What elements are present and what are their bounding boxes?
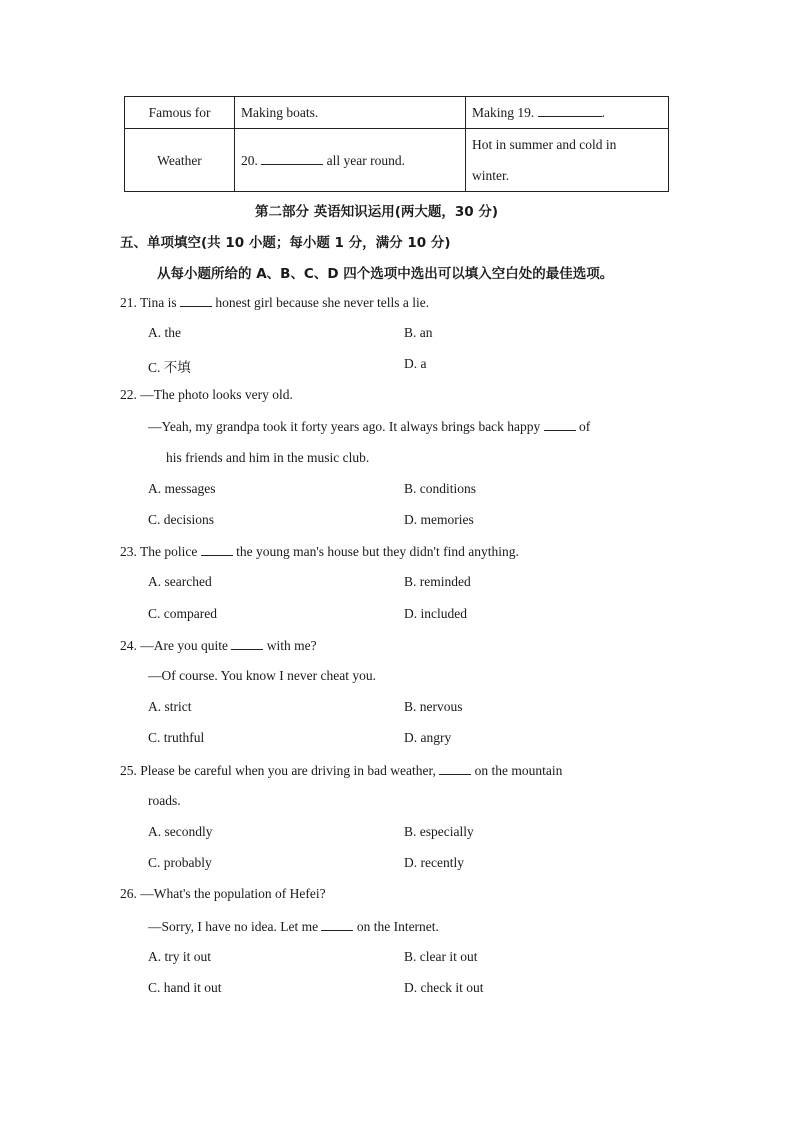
answer-blank: [201, 543, 233, 556]
option-a: A. secondly: [148, 824, 213, 839]
table-cell: [466, 97, 669, 129]
option-b: B. clear it out: [404, 949, 478, 964]
option-b: B. conditions: [404, 481, 477, 496]
table-cell: Famous for: [125, 97, 235, 129]
question-stem: [120, 543, 519, 560]
stem-text: with me?: [266, 638, 317, 653]
answer-blank: [544, 418, 576, 431]
option-d: D. memories: [404, 512, 474, 527]
stem-text: on the Internet.: [356, 919, 439, 934]
option-b: B. an: [404, 325, 433, 340]
stem-text: honest girl because she never tells a lie.: [215, 295, 430, 310]
cell-text: .: [601, 105, 605, 120]
part-title: 第二部分 英语知识运用(两大题，30 分): [255, 204, 499, 220]
question-line: [148, 418, 590, 435]
answer-blank: [538, 104, 602, 117]
question-stem: [120, 637, 317, 654]
table-row: [125, 97, 669, 129]
question-stem: 22. —The photo looks very old.: [120, 387, 293, 402]
stem-text: the young man's house but they didn't find anything.: [236, 544, 519, 559]
table-cell: Making boats.: [235, 97, 466, 129]
answer-blank: [231, 637, 263, 650]
question-stem: 26. —What's the population of Hefei?: [120, 886, 326, 901]
cell-text: Hot in summer and cold in: [472, 137, 617, 152]
answer-blank: [321, 918, 353, 931]
option-d: D. a: [404, 356, 427, 371]
table-row: [125, 129, 669, 192]
question-stem: [120, 762, 562, 779]
option-b: B. reminded: [404, 574, 471, 589]
cell-text: Making 19.: [472, 105, 535, 120]
stem-text: 25. Please be careful when you are driving in bad weather,: [120, 763, 436, 778]
option-a: A. messages: [148, 481, 216, 496]
option-c: C. hand it out: [148, 980, 222, 995]
stem-text: —Sorry, I have no idea. Let me: [148, 919, 319, 934]
option-c: C. compared: [148, 606, 217, 621]
option-a: A. the: [148, 325, 181, 340]
cell-text: all year round.: [323, 152, 405, 168]
question-line: roads.: [148, 793, 181, 808]
instruction: 从每小题所给的 A、B、C、D 四个选项中选出可以填入空白处的最佳选项。: [157, 266, 614, 282]
question-line: —Of course. You know I never cheat you.: [148, 668, 376, 683]
stem-text: 21. Tina is: [120, 295, 177, 310]
info-table: [124, 96, 669, 192]
section-title: 五、单项填空(共 10 小题；每小题 1 分，满分 10 分): [120, 235, 451, 251]
stem-text: 24. —Are you quite: [120, 638, 228, 653]
option-a: A. searched: [148, 574, 212, 589]
stem-text: —Yeah, my grandpa took it forty years ago. It always brings back happy: [148, 419, 541, 434]
option-d: D. check it out: [404, 980, 484, 995]
stem-text: of: [579, 419, 591, 434]
question-line: [148, 918, 439, 935]
option-a: A. try it out: [148, 949, 211, 964]
option-d: D. angry: [404, 730, 452, 745]
cell-text: winter.: [472, 168, 510, 183]
question-stem: [120, 294, 429, 311]
option-c: C. truthful: [148, 730, 205, 745]
option-a: A. strict: [148, 699, 192, 714]
answer-blank: [261, 152, 323, 165]
question-line: his friends and him in the music club.: [166, 450, 370, 465]
option-d: D. included: [404, 606, 467, 621]
table-cell: [466, 129, 669, 192]
option-c: C. decisions: [148, 512, 214, 527]
option-d: D. recently: [404, 855, 464, 870]
stem-text: 23. The police: [120, 544, 198, 559]
table-cell: Weather: [125, 129, 235, 192]
option-b: B. especially: [404, 824, 474, 839]
table-cell: [235, 129, 466, 192]
answer-blank: [439, 762, 471, 775]
cell-text: 20.: [241, 152, 258, 168]
answer-blank: [180, 294, 212, 307]
option-c: C. 不填: [148, 360, 191, 375]
stem-text: on the mountain: [474, 763, 563, 778]
option-c: C. probably: [148, 855, 212, 870]
option-b: B. nervous: [404, 699, 463, 714]
